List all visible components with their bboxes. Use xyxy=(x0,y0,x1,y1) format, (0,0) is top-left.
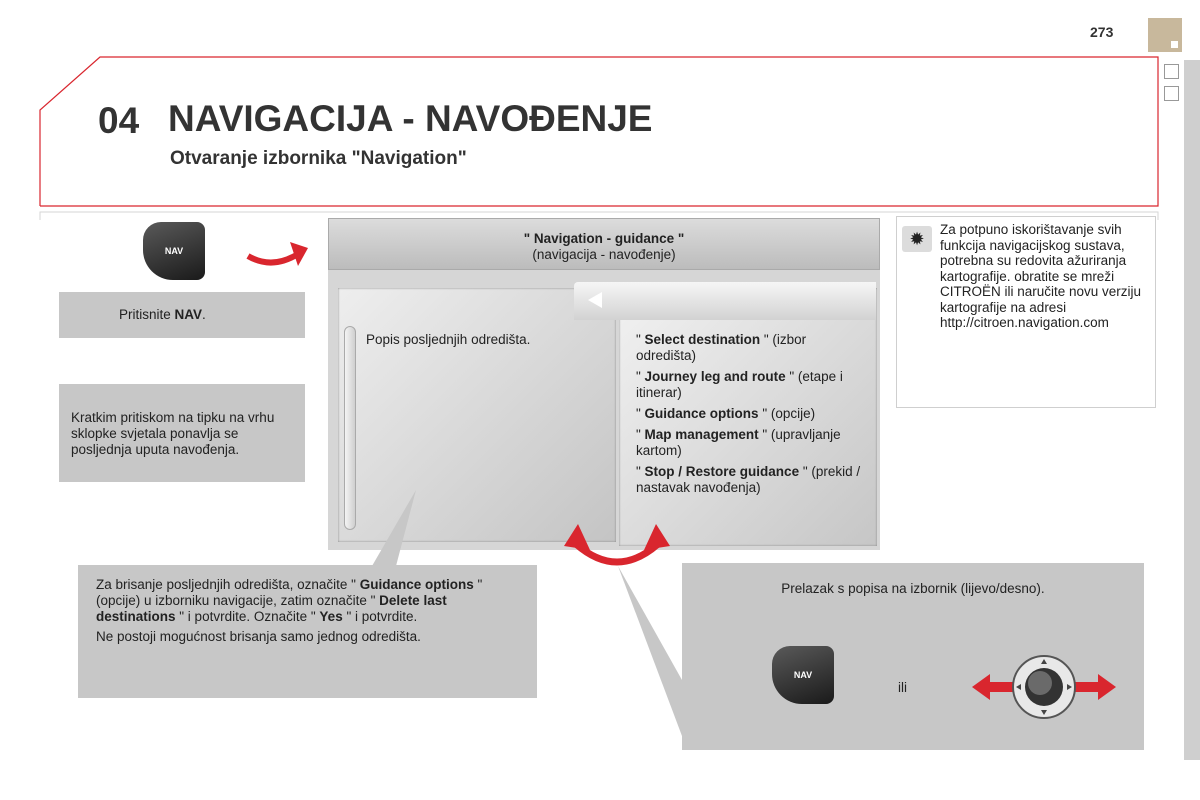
nav-button[interactable] xyxy=(143,222,205,280)
switch-info-text: Prelazak s popisa na izbornik (lijevo/desno). xyxy=(781,581,1045,596)
chapter-number: 04 xyxy=(98,100,140,141)
menu-item[interactable]: " Journey leg and route " (etape i itinerar) xyxy=(636,369,843,400)
back-arrow-icon[interactable] xyxy=(588,292,602,308)
delete-info-text: Za brisanje posljednjih odredišta, označite " Guidance options " (opcije) u izborniku navigacije, zatim označite " Delete last destinations " i potvrdite. Označite " Yes " i potvrdite. Ne postoji mogućnost brisanja samo jednog odredišta. xyxy=(96,577,483,644)
short-press-text: Kratkim pritiskom na tipku na vrhu sklopke svjetala ponavlja se posljednja uputa navođenja. xyxy=(71,410,275,457)
chapter-marker-box xyxy=(1164,64,1179,79)
rotary-controller-icon[interactable] xyxy=(970,654,1118,720)
screen-title-translation: (navigacija - navođenje) xyxy=(532,247,676,262)
menu-list xyxy=(636,332,868,496)
recent-destinations-label: Popis posljednjih odredišta. xyxy=(366,332,531,347)
chapter-subtitle: Otvaranje izbornika "Navigation" xyxy=(170,148,467,169)
page-number: 273 xyxy=(1090,24,1114,40)
press-nav-box xyxy=(59,292,305,338)
screen-title-bar xyxy=(328,218,880,270)
menu-item[interactable]: " Stop / Restore guidance " (prekid / nastavak navođenja) xyxy=(636,464,861,495)
tip-text: Za potpuno iskorištavanje svih funkcija navigacijskog sustava, potrebna su redovita ažuriranja kartografije. obratite se mreži CITROËN ili naručite novu verziju kartografije na adresi http://citroen.navigation.com xyxy=(940,222,1142,330)
nav-button-label: NAV xyxy=(793,670,813,680)
nav-button[interactable] xyxy=(772,646,834,704)
screen-title: " Navigation - guidance " xyxy=(523,231,685,246)
swap-arrow-icon xyxy=(562,522,672,570)
side-strip xyxy=(1184,60,1200,760)
red-arrow-icon xyxy=(246,240,310,274)
menu-item[interactable]: " Guidance options " (opcije) xyxy=(636,406,816,421)
chapter-marker-box xyxy=(1164,86,1179,101)
menu-item[interactable]: " Map management " (upravljanje kartom) xyxy=(636,427,841,458)
or-label: ili xyxy=(898,680,907,695)
menu-tab xyxy=(574,282,876,320)
nav-button-label: NAV xyxy=(164,246,184,256)
menu-item[interactable]: " Select destination " (izbor odredišta) xyxy=(636,332,807,363)
delete-info-box xyxy=(78,565,537,698)
press-nav-text: Pritisnite NAV. xyxy=(119,307,206,322)
tip-lightbulb-icon: ✹ xyxy=(902,226,932,252)
chapter-title: NAVIGACIJA - NAVOĐENJE xyxy=(168,98,653,139)
short-press-box xyxy=(59,384,305,482)
chapter-tab xyxy=(1148,18,1182,52)
